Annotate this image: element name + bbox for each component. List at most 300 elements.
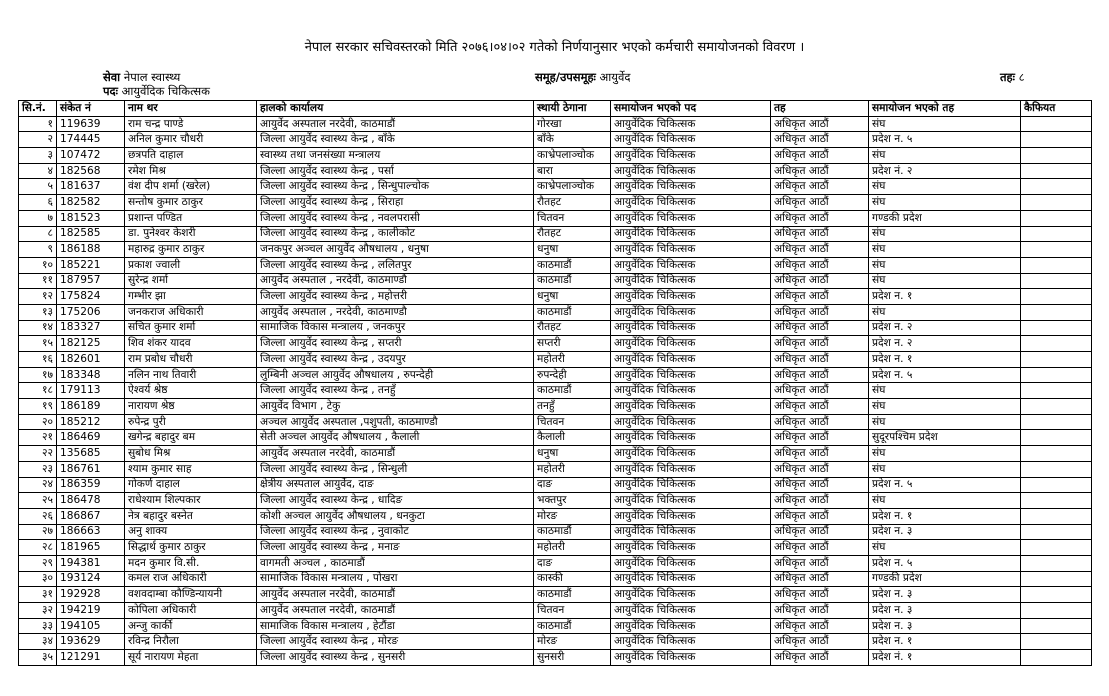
post-cell: आयुर्वेदिक चिकित्सक	[611, 618, 771, 634]
tier-cell: प्रदेश न. २	[869, 336, 1021, 352]
code-cell: 181523	[57, 210, 125, 226]
level-cell: अधिकृत आठौं	[771, 132, 869, 148]
level-cell: अधिकृत आठौं	[771, 320, 869, 336]
serial-cell: ३	[19, 148, 57, 164]
office-cell: जिल्ला आयुर्वेद स्वास्थ्य केन्द्र , सिन्धुली	[257, 461, 534, 477]
code-cell: 107472	[57, 148, 125, 164]
level-cell: अधिकृत आठौं	[771, 634, 869, 650]
tier-cell: संघ	[869, 414, 1021, 430]
level-cell: अधिकृत आठौं	[771, 477, 869, 493]
remarks-cell	[1021, 273, 1092, 289]
name-cell: गोकर्ण दाहाल	[125, 477, 257, 493]
post-cell: आयुर्वेदिक चिकित्सक	[611, 555, 771, 571]
office-cell: आयुर्वेद अस्पताल , नरदेवी, काठमाण्डौ	[257, 273, 534, 289]
office-cell: क्षेत्रीय अस्पताल आयुर्वेद, दाङ	[257, 477, 534, 493]
tier-cell: संघ	[869, 148, 1021, 164]
remarks-cell	[1021, 524, 1092, 540]
post-cell: आयुर्वेदिक चिकित्सक	[611, 352, 771, 368]
serial-cell: २५	[19, 493, 57, 509]
office-cell: जिल्ला आयुर्वेद स्वास्थ्य केन्द्र , सुनसरी	[257, 650, 534, 666]
post-cell: आयुर्वेदिक चिकित्सक	[611, 524, 771, 540]
name-cell: नेत्र बहादुर बस्नेत	[125, 508, 257, 524]
remarks-cell	[1021, 367, 1092, 383]
table-row	[19, 210, 1092, 226]
table-row	[19, 195, 1092, 211]
address-cell: बारा	[534, 163, 611, 179]
level-cell: अधिकृत आठौं	[771, 555, 869, 571]
tier-cell: संघ	[869, 540, 1021, 556]
level-cell: अधिकृत आठौं	[771, 116, 869, 132]
service-value: नेपाल स्वास्थ्य	[123, 70, 181, 84]
address-cell: रौतहट	[534, 226, 611, 242]
name-cell: वंश दीप शर्मा (खरेल)	[125, 179, 257, 195]
office-cell: जिल्ला आयुर्वेद स्वास्थ्य केन्द्र , सिन्धुपाल्चोक	[257, 179, 534, 195]
serial-cell: ३०	[19, 571, 57, 587]
address-cell: दाङ	[534, 477, 611, 493]
name-cell: जनकराज अधिकारी	[125, 304, 257, 320]
level-cell: अधिकृत आठौं	[771, 587, 869, 603]
post-cell: आयुर्वेदिक चिकित्सक	[611, 461, 771, 477]
serial-cell: ९	[19, 242, 57, 258]
code-cell: 187957	[57, 273, 125, 289]
level-cell: अधिकृत आठौं	[771, 414, 869, 430]
name-cell: मदन कुमार वि.सी.	[125, 555, 257, 571]
code-cell: 174445	[57, 132, 125, 148]
table-row	[19, 257, 1092, 273]
post-cell: आयुर्वेदिक चिकित्सक	[611, 257, 771, 273]
address-cell: काठमाडौं	[534, 587, 611, 603]
post-value: आयुर्वेदिक चिकित्सक	[121, 84, 211, 98]
serial-cell: ४	[19, 163, 57, 179]
name-cell: राम प्रबोध चौधरी	[125, 352, 257, 368]
remarks-cell	[1021, 571, 1092, 587]
code-cell: 192928	[57, 587, 125, 603]
table-row	[19, 571, 1092, 587]
post-cell: आयुर्वेदिक चिकित्सक	[611, 603, 771, 619]
code-cell: 186359	[57, 477, 125, 493]
remarks-cell	[1021, 508, 1092, 524]
code-cell: 183327	[57, 320, 125, 336]
header-row	[19, 101, 1092, 117]
serial-cell: ३३	[19, 618, 57, 634]
level-cell: अधिकृत आठौं	[771, 226, 869, 242]
office-cell: जिल्ला आयुर्वेद स्वास्थ्य केन्द्र , धादिङ	[257, 493, 534, 509]
remarks-cell	[1021, 289, 1092, 305]
office-cell: जिल्ला आयुर्वेद स्वास्थ्य केन्द्र , सिराहा	[257, 195, 534, 211]
office-cell: सेती अञ्चल आयुर्वेद औषधालय , कैलाली	[257, 430, 534, 446]
table-row	[19, 383, 1092, 399]
level-cell: अधिकृत आठौं	[771, 336, 869, 352]
level-cell: अधिकृत आठौं	[771, 524, 869, 540]
level-line	[1000, 70, 1025, 85]
address-cell: काठमाडौं	[534, 257, 611, 273]
name-cell: सिद्धार्थ कुमार ठाकुर	[125, 540, 257, 556]
address-cell: मोरङ	[534, 634, 611, 650]
address-cell: काठमाडौं	[534, 524, 611, 540]
code-cell: 181965	[57, 540, 125, 556]
code-cell: 194105	[57, 618, 125, 634]
serial-cell: ३१	[19, 587, 57, 603]
address-cell: काभ्रेपलाञ्चोक	[534, 179, 611, 195]
office-cell: जिल्ला आयुर्वेद स्वास्थ्य केन्द्र , मोरङ	[257, 634, 534, 650]
office-cell: आयुर्वेद विभाग , टेकु	[257, 399, 534, 415]
name-cell: ऐश्वर्य श्रेष्ठ	[125, 383, 257, 399]
code-cell: 186478	[57, 493, 125, 509]
office-cell: जिल्ला आयुर्वेद स्वास्थ्य केन्द्र , महोत्तरी	[257, 289, 534, 305]
name-cell: डा. पुनेश्वर केशरी	[125, 226, 257, 242]
address-cell: रौतहट	[534, 195, 611, 211]
serial-cell: ७	[19, 210, 57, 226]
level-cell: अधिकृत आठौं	[771, 446, 869, 462]
code-cell: 186188	[57, 242, 125, 258]
code-cell: 186189	[57, 399, 125, 415]
name-cell: सुरेन्द्र शर्मा	[125, 273, 257, 289]
office-cell: जिल्ला आयुर्वेद स्वास्थ्य केन्द्र , उदयपुर	[257, 352, 534, 368]
remarks-cell	[1021, 540, 1092, 556]
col-code: संकेत नं	[57, 101, 125, 117]
table-row	[19, 304, 1092, 320]
col-serial: सि.नं.	[19, 101, 57, 117]
table-row	[19, 493, 1092, 509]
tier-cell: प्रदेश न. १	[869, 634, 1021, 650]
address-cell: कास्की	[534, 571, 611, 587]
office-cell: जिल्ला आयुर्वेद स्वास्थ्य केन्द्र , पर्सा	[257, 163, 534, 179]
address-cell: रौतहट	[534, 320, 611, 336]
table-row	[19, 132, 1092, 148]
office-cell: आयुर्वेद अस्पताल नरदेवी, काठमाडौं	[257, 446, 534, 462]
level-cell: अधिकृत आठौं	[771, 493, 869, 509]
address-cell: चितवन	[534, 414, 611, 430]
level-cell: अधिकृत आठौं	[771, 195, 869, 211]
tier-cell: संघ	[869, 257, 1021, 273]
remarks-cell	[1021, 634, 1092, 650]
table-row	[19, 242, 1092, 258]
tier-cell: प्रदेश नं. २	[869, 163, 1021, 179]
remarks-cell	[1021, 304, 1092, 320]
serial-cell: १५	[19, 336, 57, 352]
level-cell: अधिकृत आठौं	[771, 618, 869, 634]
serial-cell: ११	[19, 273, 57, 289]
post-cell: आयुर्वेदिक चिकित्सक	[611, 367, 771, 383]
name-cell: राधेश्याम शिल्पकार	[125, 493, 257, 509]
post-cell: आयुर्वेदिक चिकित्सक	[611, 210, 771, 226]
office-cell: वागमती अञ्चल , काठमाडौं	[257, 555, 534, 571]
table-row	[19, 289, 1092, 305]
remarks-cell	[1021, 226, 1092, 242]
table-row	[19, 430, 1092, 446]
table-body	[19, 116, 1092, 665]
code-cell: 185212	[57, 414, 125, 430]
name-cell: सन्तोष कुमार ठाकुर	[125, 195, 257, 211]
tier-cell: प्रदेश न. ५	[869, 367, 1021, 383]
tier-cell: संघ	[869, 195, 1021, 211]
serial-cell: ३२	[19, 603, 57, 619]
post-cell: आयुर्वेदिक चिकित्सक	[611, 336, 771, 352]
address-cell: महोतरी	[534, 352, 611, 368]
post-cell: आयुर्वेदिक चिकित्सक	[611, 226, 771, 242]
tier-cell: संघ	[869, 242, 1021, 258]
tier-cell: संघ	[869, 383, 1021, 399]
name-cell: सूर्य नारायण मेहता	[125, 650, 257, 666]
post-cell: आयुर्वेदिक चिकित्सक	[611, 179, 771, 195]
post-cell: आयुर्वेदिक चिकित्सक	[611, 571, 771, 587]
tier-cell: प्रदेश न. ३	[869, 618, 1021, 634]
name-cell: खगेन्द्र बहादुर बम	[125, 430, 257, 446]
table-row	[19, 336, 1092, 352]
serial-cell: २३	[19, 461, 57, 477]
serial-cell: १७	[19, 367, 57, 383]
tier-cell: गण्डकी प्रदेश	[869, 210, 1021, 226]
col-adjusted-tier: समायोजन भएको तह	[869, 101, 1021, 117]
col-adjusted-post: समायोजन भएको पद	[611, 101, 771, 117]
code-cell: 186867	[57, 508, 125, 524]
tier-cell: संघ	[869, 226, 1021, 242]
remarks-cell	[1021, 603, 1092, 619]
name-cell: रुपेन्द्र पुरी	[125, 414, 257, 430]
tier-cell: प्रदेश न. १	[869, 352, 1021, 368]
name-cell: सुबोध मिश्र	[125, 446, 257, 462]
remarks-cell	[1021, 650, 1092, 666]
address-cell: कैलाली	[534, 430, 611, 446]
table-row	[19, 320, 1092, 336]
post-cell: आयुर्वेदिक चिकित्सक	[611, 477, 771, 493]
office-cell: कोशी अञ्चल आयुर्वेद औषधालय , धनकुटा	[257, 508, 534, 524]
level-cell: अधिकृत आठौं	[771, 461, 869, 477]
code-cell: 182585	[57, 226, 125, 242]
table-row	[19, 163, 1092, 179]
code-cell: 182601	[57, 352, 125, 368]
code-cell: 179113	[57, 383, 125, 399]
employee-adjustment-table	[18, 100, 1092, 666]
name-cell: गम्भीर झा	[125, 289, 257, 305]
remarks-cell	[1021, 477, 1092, 493]
level-cell: अधिकृत आठौं	[771, 383, 869, 399]
code-cell: 119639	[57, 116, 125, 132]
name-cell: प्रशान्त पण्डित	[125, 210, 257, 226]
code-cell: 186663	[57, 524, 125, 540]
tier-cell: सुदूरपश्चिम प्रदेश	[869, 430, 1021, 446]
level-cell: अधिकृत आठौं	[771, 650, 869, 666]
office-cell: अञ्चल आयुर्वेद अस्पताल ,पशुपती, काठमाण्डौ	[257, 414, 534, 430]
remarks-cell	[1021, 383, 1092, 399]
code-cell: 186761	[57, 461, 125, 477]
serial-cell: २	[19, 132, 57, 148]
remarks-cell	[1021, 493, 1092, 509]
serial-cell: १३	[19, 304, 57, 320]
tier-cell: प्रदेश न. ३	[869, 587, 1021, 603]
tier-cell: संघ	[869, 493, 1021, 509]
remarks-cell	[1021, 336, 1092, 352]
office-cell: आयुर्वेद अस्पताल नरदेवी, काठमाडौं	[257, 587, 534, 603]
post-cell: आयुर्वेदिक चिकित्सक	[611, 587, 771, 603]
address-cell: धनुषा	[534, 289, 611, 305]
name-cell: अन्जु कार्की	[125, 618, 257, 634]
code-cell: 193124	[57, 571, 125, 587]
address-cell: सप्तरी	[534, 336, 611, 352]
post-cell: आयुर्वेदिक चिकित्सक	[611, 304, 771, 320]
table-row	[19, 618, 1092, 634]
group-line	[535, 70, 630, 85]
remarks-cell	[1021, 446, 1092, 462]
address-cell: रुपन्देही	[534, 367, 611, 383]
table-row	[19, 116, 1092, 132]
office-cell: जिल्ला आयुर्वेद स्वास्थ्य केन्द्र , कालीकोट	[257, 226, 534, 242]
remarks-cell	[1021, 195, 1092, 211]
remarks-cell	[1021, 555, 1092, 571]
document-title: नेपाल सरकार सचिवस्तरको मिति २०७६।०४।०२ गतेको निर्णयानुसार भएको कर्मचारी समायोजनको विवरण ।	[304, 40, 805, 55]
address-cell: चितवन	[534, 603, 611, 619]
post-label: पदः	[103, 84, 118, 98]
serial-cell: ८	[19, 226, 57, 242]
post-cell: आयुर्वेदिक चिकित्सक	[611, 148, 771, 164]
office-cell: जिल्ला आयुर्वेद स्वास्थ्य केन्द्र , मनाङ	[257, 540, 534, 556]
office-cell: जिल्ला आयुर्वेद स्वास्थ्य केन्द्र , नवलपरासी	[257, 210, 534, 226]
post-cell: आयुर्वेदिक चिकित्सक	[611, 399, 771, 415]
code-cell: 193629	[57, 634, 125, 650]
tier-cell: प्रदेश न. २	[869, 320, 1021, 336]
service-label: सेवा	[103, 70, 121, 84]
tier-cell: प्रदेश न. १	[869, 289, 1021, 305]
remarks-cell	[1021, 242, 1092, 258]
level-cell: अधिकृत आठौं	[771, 430, 869, 446]
table-row	[19, 650, 1092, 666]
address-cell: धनुषा	[534, 446, 611, 462]
col-level: तह	[771, 101, 869, 117]
name-cell: महारुद्र कुमार ठाकुर	[125, 242, 257, 258]
remarks-cell	[1021, 352, 1092, 368]
remarks-cell	[1021, 320, 1092, 336]
name-cell: कोपिला अधिकारी	[125, 603, 257, 619]
office-cell: सामाजिक विकास मन्त्रालय , पोखरा	[257, 571, 534, 587]
address-cell: दाङ	[534, 555, 611, 571]
address-cell: महोतरी	[534, 461, 611, 477]
office-cell: लुम्बिनी अञ्चल आयुर्वेद औषधालय , रुपन्देही	[257, 367, 534, 383]
address-cell: काभ्रेपलाञ्चोक	[534, 148, 611, 164]
tier-cell: संघ	[869, 116, 1021, 132]
post-cell: आयुर्वेदिक चिकित्सक	[611, 540, 771, 556]
post-cell: आयुर्वेदिक चिकित्सक	[611, 320, 771, 336]
office-cell: जिल्ला आयुर्वेद स्वास्थ्य केन्द्र , ललितपुर	[257, 257, 534, 273]
level-cell: अधिकृत आठौं	[771, 242, 869, 258]
name-cell: सचित कुमार शर्मा	[125, 320, 257, 336]
table-row	[19, 367, 1092, 383]
code-cell: 182568	[57, 163, 125, 179]
code-cell: 194219	[57, 603, 125, 619]
remarks-cell	[1021, 414, 1092, 430]
table-row	[19, 587, 1092, 603]
remarks-cell	[1021, 430, 1092, 446]
serial-cell: २६	[19, 508, 57, 524]
post-cell: आयुर्वेदिक चिकित्सक	[611, 116, 771, 132]
tier-cell: प्रदेश न. ३	[869, 524, 1021, 540]
serial-cell: २७	[19, 524, 57, 540]
tier-cell: प्रदेश न. ५	[869, 132, 1021, 148]
code-cell: 121291	[57, 650, 125, 666]
post-cell: आयुर्वेदिक चिकित्सक	[611, 273, 771, 289]
office-cell: जिल्ला आयुर्वेद स्वास्थ्य केन्द्र , तनहुँ	[257, 383, 534, 399]
table-row	[19, 399, 1092, 415]
office-cell: आयुर्वेद अस्पताल नरदेवी, काठमाडौं	[257, 116, 534, 132]
office-cell: जिल्ला आयुर्वेद स्वास्थ्य केन्द्र , बाँके	[257, 132, 534, 148]
post-cell: आयुर्वेदिक चिकित्सक	[611, 383, 771, 399]
serial-cell: ३४	[19, 634, 57, 650]
name-cell: कमल राज अधिकारी	[125, 571, 257, 587]
serial-cell: ६	[19, 195, 57, 211]
col-remarks: कैफियत	[1021, 101, 1092, 117]
serial-cell: १०	[19, 257, 57, 273]
name-cell: राम चन्द्र पाण्डे	[125, 116, 257, 132]
name-cell: नलिन नाथ तिवारी	[125, 367, 257, 383]
remarks-cell	[1021, 210, 1092, 226]
table-row	[19, 634, 1092, 650]
table-row	[19, 508, 1092, 524]
office-cell: सामाजिक विकास मन्त्रालय , हेटौंडा	[257, 618, 534, 634]
address-cell: गोरखा	[534, 116, 611, 132]
col-permanent-address: स्थायी ठेगाना	[534, 101, 611, 117]
remarks-cell	[1021, 163, 1092, 179]
level-cell: अधिकृत आठौं	[771, 210, 869, 226]
level-cell: अधिकृत आठौं	[771, 273, 869, 289]
table-row	[19, 461, 1092, 477]
remarks-cell	[1021, 587, 1092, 603]
serial-cell: १८	[19, 383, 57, 399]
address-cell: काठमाडौं	[534, 618, 611, 634]
remarks-cell	[1021, 132, 1092, 148]
tier-cell: संघ	[869, 304, 1021, 320]
post-cell: आयुर्वेदिक चिकित्सक	[611, 493, 771, 509]
code-cell: 175824	[57, 289, 125, 305]
level-cell: अधिकृत आठौं	[771, 367, 869, 383]
remarks-cell	[1021, 399, 1092, 415]
post-cell: आयुर्वेदिक चिकित्सक	[611, 650, 771, 666]
name-cell: श्याम कुमार साह	[125, 461, 257, 477]
address-cell: काठमाडौं	[534, 273, 611, 289]
name-cell: अनिल कुमार चौधरी	[125, 132, 257, 148]
post-cell: आयुर्वेदिक चिकित्सक	[611, 430, 771, 446]
tier-cell: प्रदेश न. ३	[869, 603, 1021, 619]
remarks-cell	[1021, 116, 1092, 132]
table-row	[19, 414, 1092, 430]
post-cell: आयुर्वेदिक चिकित्सक	[611, 195, 771, 211]
address-cell: चितवन	[534, 210, 611, 226]
address-cell: बाँके	[534, 132, 611, 148]
office-cell: आयुर्वेद अस्पताल नरदेवी, काठमाडौं	[257, 603, 534, 619]
office-cell: आयुर्वेद अस्पताल , नरदेवी, काठमाण्डौ	[257, 304, 534, 320]
level-cell: अधिकृत आठौं	[771, 571, 869, 587]
office-cell: सामाजिक विकास मन्त्रालय , जनकपुर	[257, 320, 534, 336]
address-cell: मोरङ	[534, 508, 611, 524]
remarks-cell	[1021, 618, 1092, 634]
office-cell: स्वास्थ्य तथा जनसंख्या मन्त्रालय	[257, 148, 534, 164]
serial-cell: २०	[19, 414, 57, 430]
name-cell: छत्रपति दाहाल	[125, 148, 257, 164]
level-cell: अधिकृत आठौं	[771, 540, 869, 556]
table-row	[19, 540, 1092, 556]
table-row	[19, 555, 1092, 571]
post-cell: आयुर्वेदिक चिकित्सक	[611, 289, 771, 305]
name-cell: प्रकाश ज्वाली	[125, 257, 257, 273]
address-cell: महोतरी	[534, 540, 611, 556]
code-cell: 181637	[57, 179, 125, 195]
post-cell: आयुर्वेदिक चिकित्सक	[611, 446, 771, 462]
serial-cell: २८	[19, 540, 57, 556]
group-value: आयुर्वेद	[599, 70, 631, 84]
remarks-cell	[1021, 148, 1092, 164]
remarks-cell	[1021, 461, 1092, 477]
level-value: ८	[1018, 70, 1025, 84]
level-cell: अधिकृत आठौं	[771, 508, 869, 524]
post-cell: आयुर्वेदिक चिकित्सक	[611, 508, 771, 524]
